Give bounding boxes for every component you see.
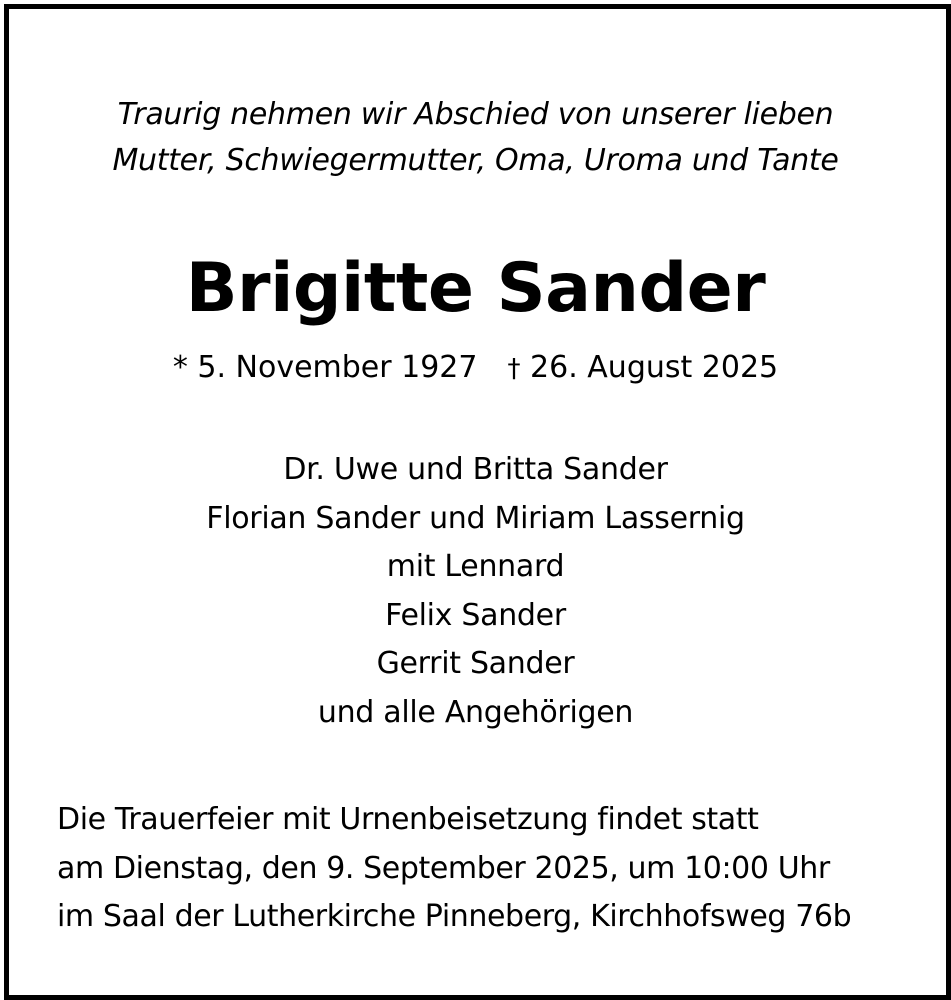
birth-date: * 5. November 1927 — [172, 350, 478, 385]
ceremony-line-2: am Dienstag, den 9. September 2025, um 10:00 Uhr — [57, 850, 830, 886]
deceased-name: Brigitte Sander — [185, 249, 766, 328]
intro-line-2: Mutter, Schwiegermutter, Oma, Uroma und Tante — [112, 143, 839, 178]
life-dates — [0, 346, 951, 391]
mourner-line: mit Lennard — [386, 549, 565, 584]
intro-text — [0, 92, 951, 184]
ceremony-line-1: Die Trauerfeier mit Urnenbeisetzung findet statt — [57, 802, 759, 837]
mourner-line: und alle Angehörigen — [317, 694, 634, 730]
mourner-line: Gerrit Sander — [376, 646, 575, 681]
ceremony-line-3: im Saal der Lutherkirche Pinneberg, Kirchhofsweg 76b — [57, 899, 852, 934]
mourner-line: Florian Sander und Miriam Lassernig — [206, 500, 745, 536]
mourner-line: Felix Sander — [385, 597, 566, 633]
mourners-list — [0, 446, 951, 737]
death-date: 26. August 2025 — [530, 350, 779, 385]
mourner-line: Dr. Uwe und Britta Sander — [283, 452, 668, 487]
ceremony-info — [57, 796, 931, 942]
intro-line-1: Traurig nehmen wir Abschied von unserer lieben — [117, 97, 834, 132]
cross-icon: † — [507, 354, 521, 384]
